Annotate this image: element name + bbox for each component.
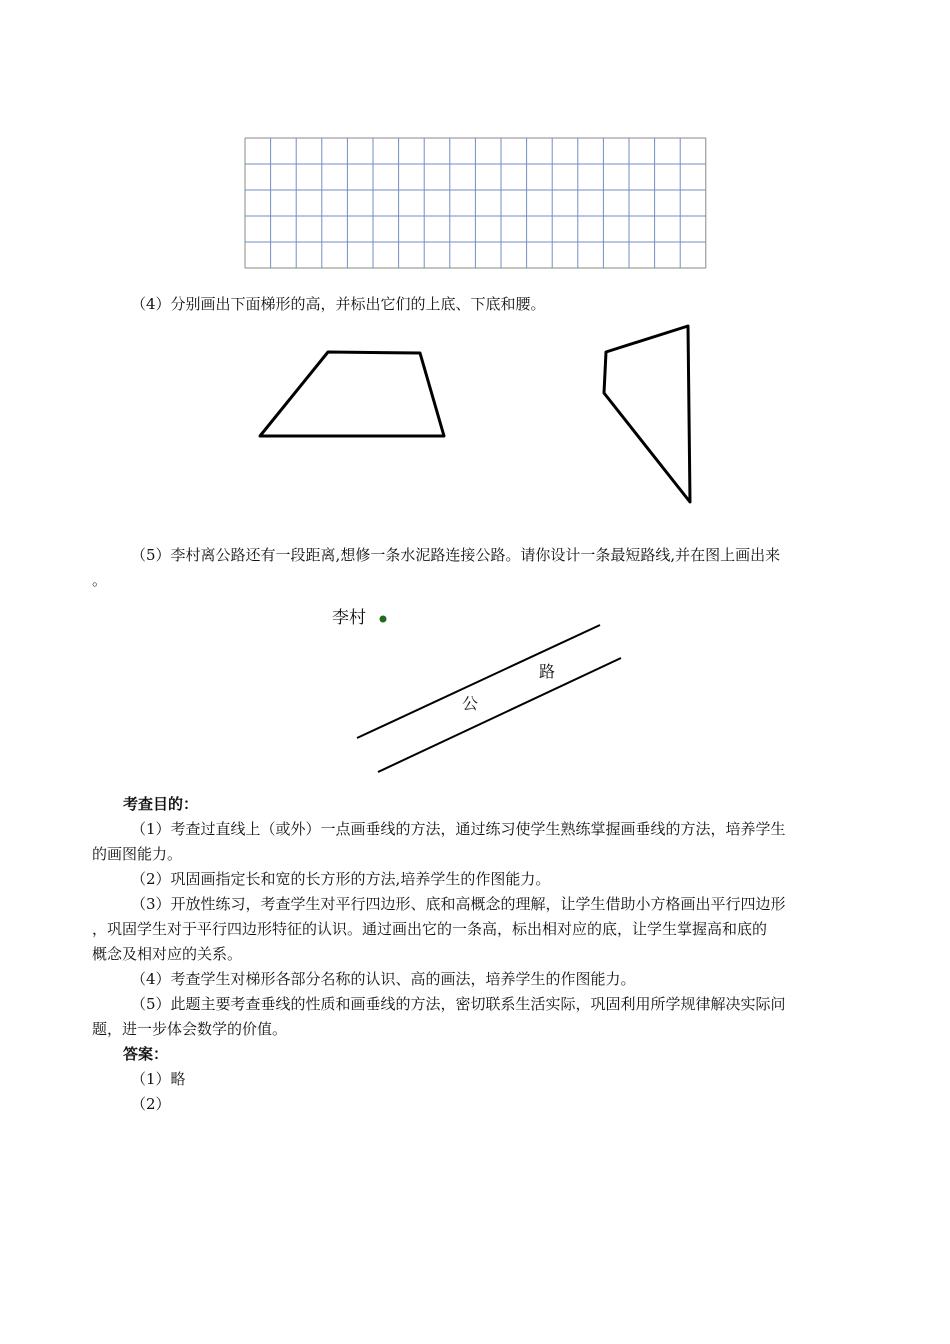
- question-4-text: （4）分别画出下面梯形的高，并标出它们的上底、下底和腰。: [131, 295, 546, 313]
- purpose-2: （2）巩固画指定长和宽的长方形的方法,培养学生的作图能力。: [131, 870, 551, 888]
- question-5-text-line2: 。: [92, 571, 108, 589]
- purpose-4: （4）考查学生对梯形各部分名称的认识、高的画法，培养学生的作图能力。: [131, 970, 636, 988]
- road-label-gong: 公: [462, 694, 479, 713]
- road-edge-upper: [357, 625, 600, 738]
- purpose-3-line1: （3）开放性练习，考查学生对平行四边形、底和高概念的理解，让学生借助小方格画出平行四边形: [131, 895, 786, 913]
- village-dot: [380, 616, 387, 623]
- purpose-5-line1: （5）此题主要考查垂线的性质和画垂线的方法，密切联系生活实际，巩固利用所学规律解决实际问: [131, 995, 786, 1013]
- purpose-1-line2: 的画图能力。: [92, 845, 183, 863]
- purpose-heading: 考查目的：: [123, 795, 199, 813]
- purpose-5-line2: 题，进一步体会数学的价值。: [92, 1020, 288, 1038]
- village-label: 李村: [332, 608, 366, 628]
- answer-heading: 答案：: [123, 1045, 169, 1063]
- road-edge-lower: [378, 658, 621, 772]
- road-label-lu: 路: [539, 662, 556, 681]
- purpose-1-line1: （1）考查过直线上（或外）一点画垂线的方法，通过练习使学生熟练掌握画垂线的方法，培养学生: [131, 820, 786, 838]
- question-5-text-line1: （5）李村离公路还有一段距离,想修一条水泥路连接公路。请你设计一条最短路线,并在图上画出来: [131, 546, 781, 564]
- answer-1: （1）略: [131, 1070, 186, 1088]
- answer-2: （2）: [131, 1095, 171, 1113]
- purpose-3-line3: 概念及相对应的关系。: [92, 945, 243, 963]
- purpose-3-line2: ，巩固学生对于平行四边形特征的认识。通过画出它的一条高，标出相对应的底，让学生掌握高和底的: [92, 920, 768, 938]
